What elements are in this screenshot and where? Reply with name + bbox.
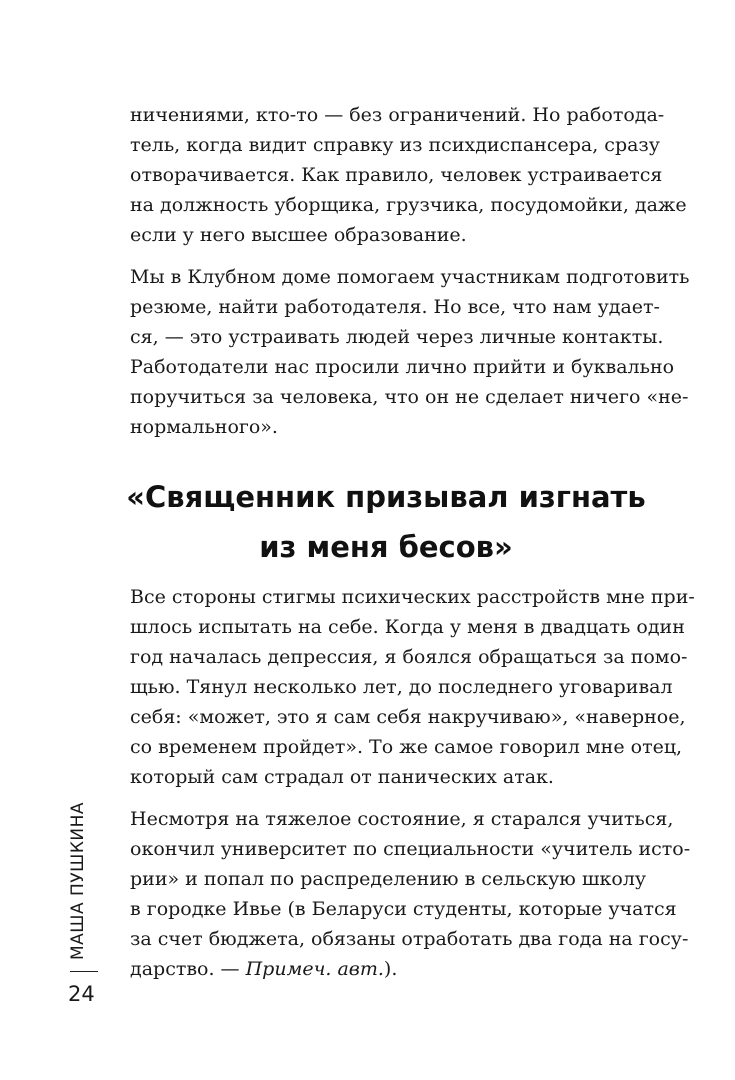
- paragraph-line: резюме, найти работодателя. Но все, что нам удает-: [130, 296, 660, 318]
- paragraph-line: шлось испытать на себе. Когда у меня в двадцать один: [130, 616, 685, 638]
- paragraph-line: окончил университет по специальности «учитель исто-: [130, 838, 691, 860]
- paragraph-line: рии» и попал по распределению в сельскую школу: [130, 868, 647, 890]
- paragraph-line: [130, 954, 642, 984]
- section-heading: [100, 472, 672, 572]
- paragraph-2: [130, 262, 690, 442]
- section-heading-line: «Священник призывал изгнать: [126, 480, 646, 514]
- paragraph-line: Несмотря на тяжелое состояние, я старался учиться,: [130, 808, 674, 830]
- section-heading-line: из меня бесов»: [259, 530, 513, 564]
- paragraph-line: если у него высшее образование.: [130, 224, 467, 246]
- paragraph-line: Работодатели нас просили лично прийти и буквально: [130, 356, 675, 378]
- paragraph-4: [130, 804, 691, 984]
- paragraph-line: год началась депрессия, я боялся обращаться за помо-: [130, 646, 688, 668]
- paragraph-line: в городке Ивье (в Беларуси студенты, которые учатся: [130, 898, 677, 920]
- paragraph-line: поручиться за человека, что он не сделает ничего «не-: [130, 386, 689, 408]
- author-note: Примеч. авт.: [245, 958, 384, 980]
- paragraph-3: [130, 582, 695, 792]
- page-number: 24: [68, 982, 95, 1006]
- line-text: ).: [383, 958, 398, 980]
- paragraph-line: ся, — это устраивать людей через личные контакты.: [130, 326, 664, 348]
- paragraph-1: [130, 100, 687, 250]
- paragraph-line: отворачивается. Как правило, человек устраивается: [130, 164, 663, 186]
- paragraph-line: щью. Тянул несколько лет, до последнего уговаривал: [130, 676, 673, 698]
- line-text: дарство. —: [130, 958, 246, 980]
- paragraph-line: ничениями, кто-то — без ограничений. Но работода-: [130, 104, 665, 126]
- paragraph-line: за счет бюджета, обязаны отработать два года на госу-: [130, 928, 689, 950]
- paragraph-line: Мы в Клубном доме помогаем участникам подготовить: [130, 266, 690, 288]
- paragraph-line: тель, когда видит справку из психдиспансера, сразу: [130, 134, 660, 156]
- paragraph-line: нормального».: [130, 416, 278, 438]
- paragraph-line: себя: «может, это я сам себя накручиваю», «наверное,: [130, 706, 686, 728]
- running-head-divider: [70, 971, 98, 972]
- running-head-author: МАША ПУШКИНА: [68, 801, 88, 960]
- paragraph-line: со временем пройдет». То же самое говорил мне отец,: [130, 736, 683, 758]
- paragraph-line: Все стороны стигмы психических расстройств мне при-: [130, 586, 695, 608]
- paragraph-line: который сам страдал от панических атак.: [130, 766, 554, 788]
- paragraph-line: на должность уборщика, грузчика, посудомойки, даже: [130, 194, 687, 216]
